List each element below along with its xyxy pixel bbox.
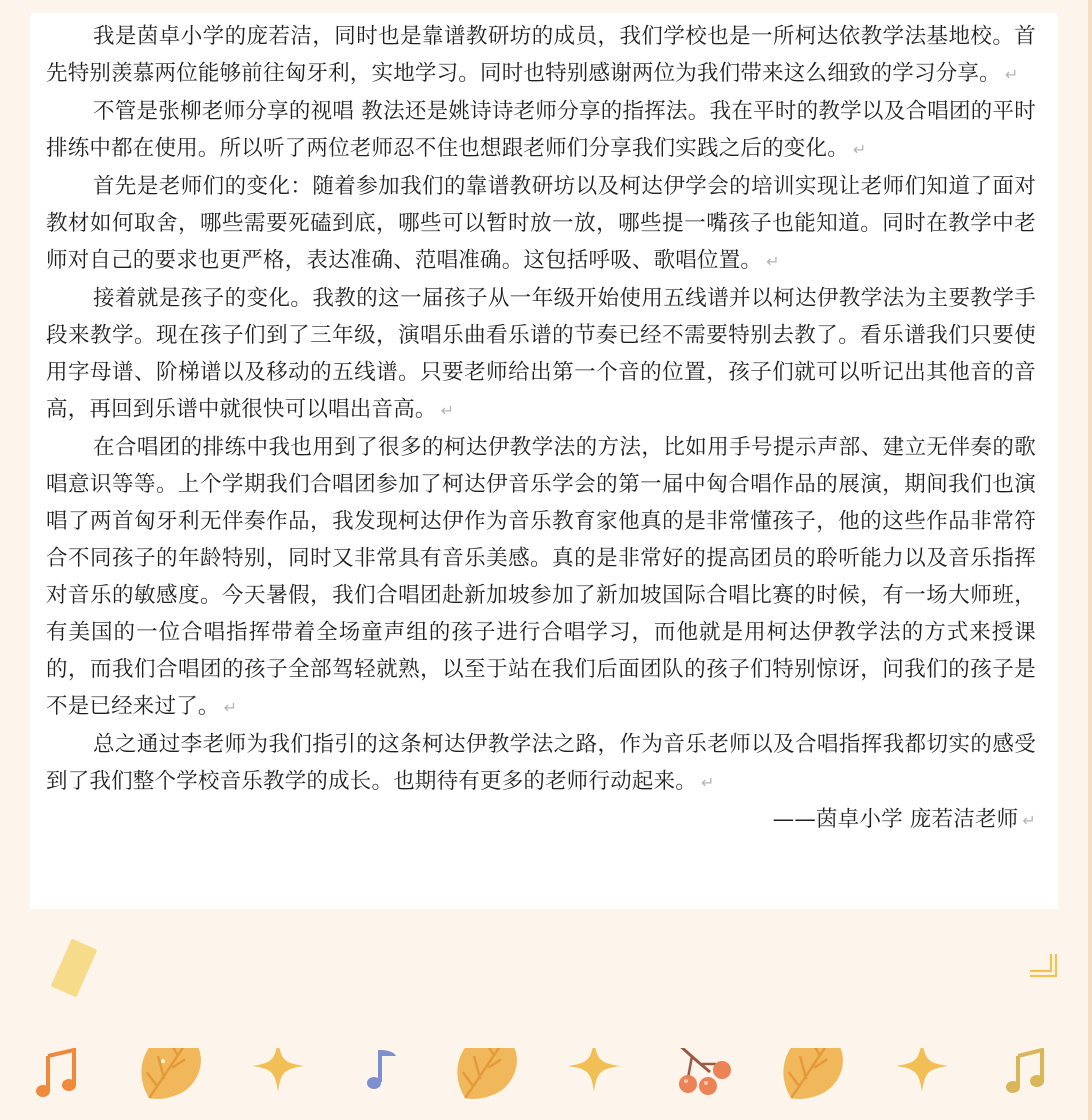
decorative-ribbon: [0, 1048, 1092, 1120]
corner-mark-icon: [1026, 950, 1060, 980]
paragraph-6: [46, 726, 1036, 801]
tape-icon: [46, 936, 102, 1000]
music-note-icon: [36, 1050, 76, 1097]
page-right-border: [1088, 0, 1092, 1120]
paragraph-3: [46, 168, 1036, 280]
paragraph-mark-icon: ↵: [223, 698, 238, 717]
paragraph-2-text: 不管是张柳老师分享的视唱 教法还是姚诗诗老师分享的指挥法。我在平时的教学以及合唱团的平时排练中都在使用。所以听了两位老师忍不住也想跟老师们分享我们实践之后的变化。: [46, 99, 1036, 161]
sparkle-star-icon: [896, 1048, 948, 1092]
paragraph-3-text: 首先是老师们的变化：随着参加我们的靠谱教研坊以及柯达伊学会的培训实现让老师们知道了面对教材如何取舍，哪些需要死磕到底，哪些可以暂时放一放，哪些提一嘴孩子也能知道。同时在教学中老师对自己的要求也更严格，表达准确、范唱准确。这包括呼吸、歌唱位置。: [46, 174, 1036, 273]
paragraph-mark-icon: ↵: [852, 140, 867, 159]
paragraph-6-text: 总之通过李老师为我们指引的这条柯达伊教学法之路，作为音乐老师以及合唱指挥我都切实的感受到了我们整个学校音乐教学的成长。也期待有更多的老师行动起来。: [46, 732, 1036, 794]
leaf-icon: [451, 1048, 523, 1102]
paragraph-mark-icon: ↵: [1004, 65, 1019, 84]
paragraph-2: [46, 93, 1036, 168]
paragraph-mark-icon: ↵: [440, 401, 455, 420]
paragraph-5: [46, 429, 1036, 726]
paragraph-mark-icon: ↵: [766, 252, 780, 271]
paragraph-4-text: 接着就是孩子的变化。我教的这一届孩子从一年级开始使用五线谱并以柯达伊教学法为主要教学手段来教学。现在孩子们到了三年级，演唱乐曲看乐谱的节奏已经不需要特别去教了。看乐谱我们只要使用字母谱、阶梯谱以及移动的五线谱。只要老师给出第一个音的位置，孩子们就可以听记出其他音的音高，再回到乐谱中就很快可以唱出音高。: [46, 286, 1036, 422]
sparkle-star-icon: [568, 1048, 620, 1092]
paragraph-1: [46, 18, 1036, 93]
signature: [46, 801, 1036, 839]
document-body: [30, 13, 1058, 909]
paragraph-1-text: 我是茵卓小学的庞若洁，同时也是靠谱教研坊的成员，我们学校也是一所柯达依教学法基地校。首先特别羡慕两位能够前往匈牙利，实地学习。同时也特别感谢两位为我们带来这么细致的学习分享。: [46, 24, 1036, 86]
music-note-icon: [367, 1050, 396, 1089]
paragraph-mark-icon: ↵: [701, 773, 715, 792]
sparkle-star-icon: [252, 1048, 304, 1092]
leaf-icon: [135, 1048, 207, 1102]
leaf-icon: [777, 1048, 849, 1102]
paragraph-4: [46, 280, 1036, 429]
music-note-icon: [1006, 1050, 1044, 1093]
berry-branch-icon: [672, 1048, 731, 1095]
paragraph-5-text: 在合唱团的排练中我也用到了很多的柯达伊教学法的方法，比如用手号提示声部、建立无伴奏的歌唱意识等等。上个学期我们合唱团参加了柯达伊音乐学会的第一届中匈合唱作品的展演，期间我们也演唱了两首匈牙利无伴奏作品，我发现柯达伊作为音乐教育家他真的是非常懂孩子，他的这些作品非常符合不同孩子的年龄特别，同时又非常具有音乐美感。真的是非常好的提高团员的聆听能力以及音乐指挥对音乐的敏感度。今天暑假，我们合唱团赴新加坡参加了新加坡国际合唱比赛的时候，有一场大师班，有美国的一位合唱指挥带着全场童声组的孩子进行合唱学习，而他就是用柯达伊教学法的方式来授课的，而我们合唱团的孩子全部驾轻就熟，以至于站在我们后面团队的孩子们特别惊讶，问我们的孩子是不是已经来过了。: [46, 435, 1036, 719]
paragraph-mark-icon: ↵: [1022, 811, 1036, 830]
signature-text: ——茵卓小学 庞若洁老师: [772, 807, 1019, 832]
